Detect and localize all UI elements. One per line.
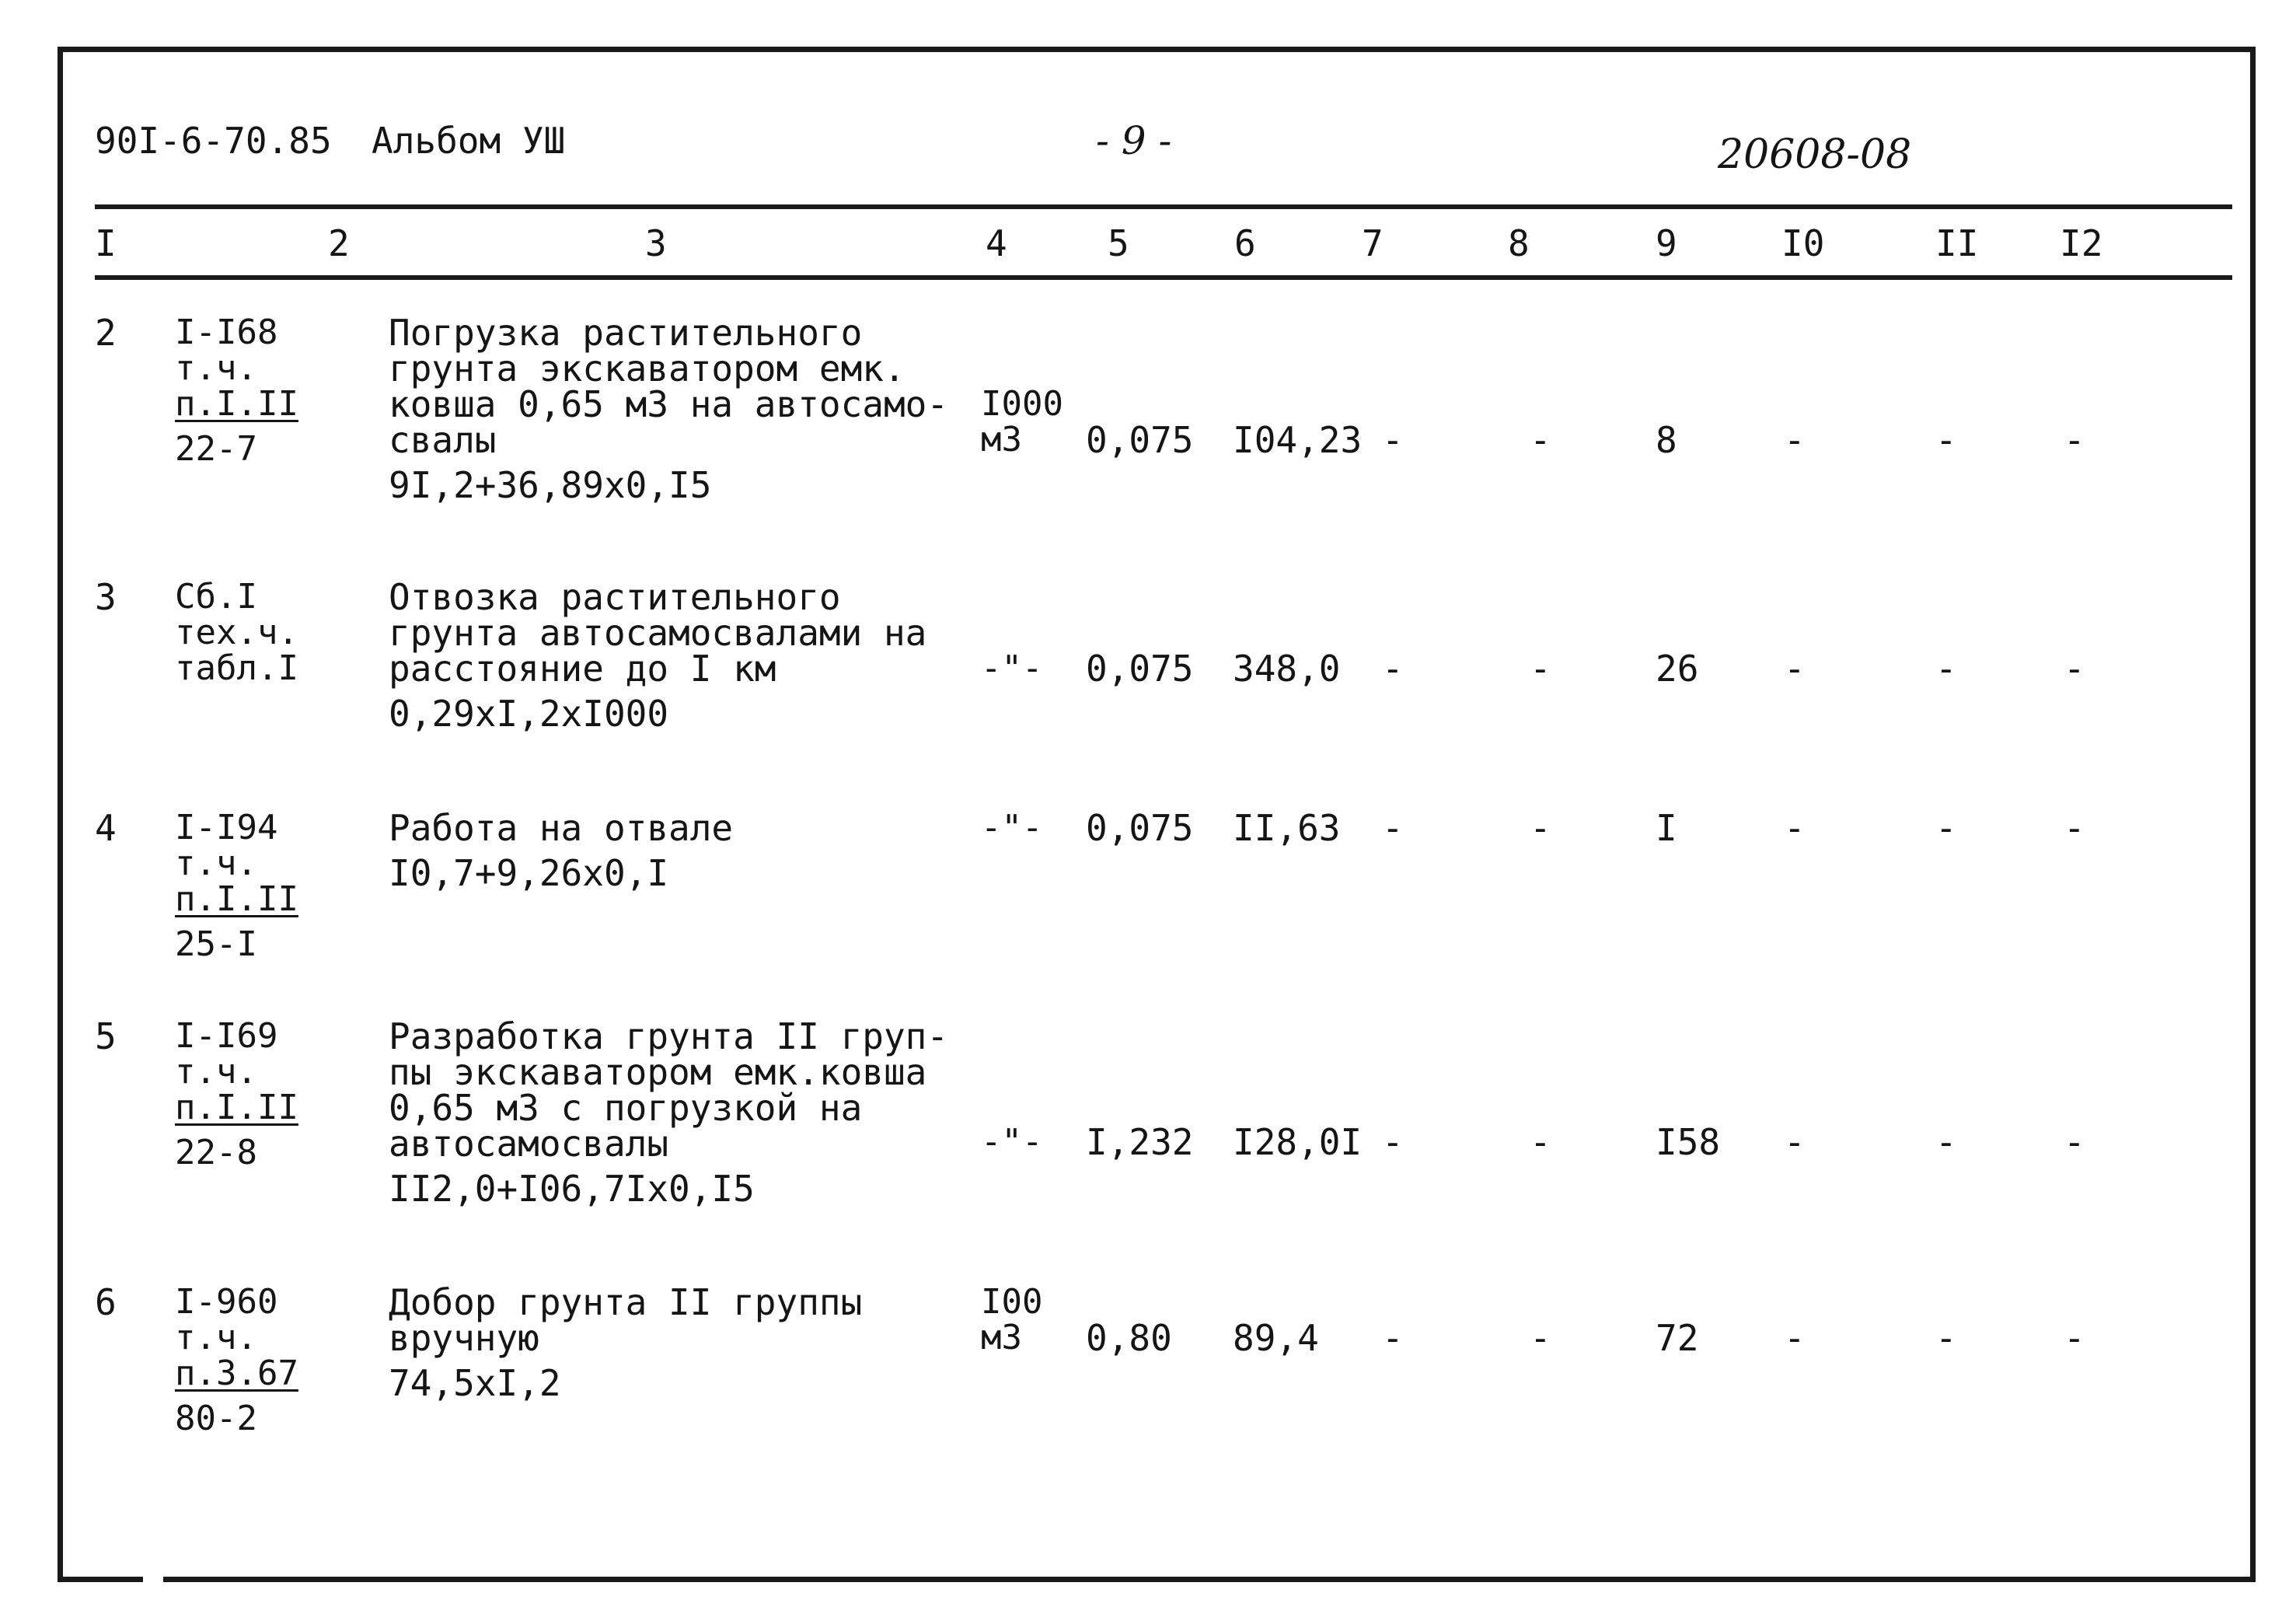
row-number: 3 (95, 576, 117, 618)
column-10-cell: - (1784, 648, 1806, 690)
ref-line: I-960 (175, 1282, 278, 1322)
norm-reference (175, 315, 298, 467)
description-line: автосамосвалы (389, 1123, 669, 1165)
norm-reference (175, 810, 298, 962)
column-header-7: 7 (1362, 222, 1384, 264)
column-header-11: II (1935, 222, 1979, 264)
rate-cell: I28,0I (1233, 1121, 1363, 1163)
ref-line: табл.I (175, 648, 298, 688)
unit-line: -"- (981, 808, 1043, 847)
quantity-cell: 0,075 (1086, 648, 1194, 690)
norm-reference (175, 579, 298, 686)
ref-line: I-I94 (175, 808, 278, 847)
document-code: 90I-6-70.85 (95, 120, 332, 162)
description-line: Отвозка растительного (389, 576, 841, 618)
column-8-cell: - (1530, 648, 1551, 690)
page-number: - 9 - (1096, 118, 1172, 163)
column-8-cell: - (1530, 419, 1551, 461)
column-11-cell: - (1935, 419, 1957, 461)
frame-left-border (58, 47, 63, 1582)
column-11-cell: - (1935, 1121, 1957, 1163)
unit-line: м3 (981, 1318, 1022, 1357)
header-top-rule (95, 204, 2232, 209)
column-7-cell: - (1382, 807, 1404, 849)
work-description (389, 807, 734, 894)
total-cell: 72 (1656, 1317, 1699, 1359)
column-header-8: 8 (1508, 222, 1530, 264)
calculation-formula: II2,0+I06,7Iх0,I5 (389, 1168, 755, 1210)
unit-of-measure (981, 386, 1063, 458)
column-12-cell: - (2064, 807, 2085, 849)
frame-bottom-border (58, 1577, 143, 1582)
ref-line: п.I.II (175, 1088, 298, 1127)
column-10-cell: - (1784, 1121, 1806, 1163)
work-description (389, 1281, 863, 1404)
column-12-cell: - (2064, 1317, 2085, 1359)
description-line: 0,65 м3 с погрузкой на (389, 1087, 863, 1129)
unit-line: -"- (981, 648, 1043, 688)
norm-reference (175, 1018, 298, 1171)
description-line: Погрузка растительного (389, 312, 863, 354)
calculation-formula: 74,5хI,2 (389, 1362, 561, 1404)
ref-line: т.ч. (175, 1318, 257, 1357)
ref-line: I-I69 (175, 1016, 278, 1056)
row-number: 2 (95, 312, 117, 354)
ref-line: п.I.II (175, 879, 298, 919)
rate-cell: 89,4 (1233, 1317, 1319, 1359)
unit-of-measure (981, 1124, 1042, 1160)
ref-line: п.3.67 (175, 1354, 298, 1393)
quantity-cell: 0,80 (1086, 1317, 1172, 1359)
unit-of-measure (981, 1284, 1042, 1356)
column-10-cell: - (1784, 1317, 1806, 1359)
unit-line: I000 (981, 384, 1063, 424)
total-cell: 26 (1656, 648, 1699, 690)
column-header-10: I0 (1781, 222, 1825, 264)
column-12-cell: - (2064, 1121, 2085, 1163)
column-12-cell: - (2064, 419, 2085, 461)
header-bottom-rule (95, 275, 2232, 280)
quantity-cell: 0,075 (1086, 807, 1194, 849)
unit-line: м3 (981, 420, 1022, 459)
ref-line: 22-8 (175, 1133, 257, 1172)
calculation-formula: 0,29хI,2хI000 (389, 693, 669, 735)
unit-of-measure (981, 648, 1043, 688)
ref-line: п.I.II (175, 384, 298, 424)
ref-line: тех.ч. (175, 613, 298, 652)
unit-line: I00 (981, 1282, 1043, 1322)
work-description (389, 576, 927, 735)
ref-line: 80-2 (175, 1399, 257, 1438)
column-header-12: I2 (2060, 222, 2103, 264)
rate-cell: 348,0 (1233, 648, 1341, 690)
column-header-4: 4 (986, 222, 1007, 264)
column-8-cell: - (1530, 807, 1551, 849)
frame-top-border (58, 47, 2256, 52)
column-11-cell: - (1935, 807, 1957, 849)
column-header-3: 3 (645, 222, 667, 264)
column-7-cell: - (1382, 419, 1404, 461)
description-line: пы экскаватором емк.ковша (389, 1051, 927, 1093)
rate-cell: II,63 (1233, 807, 1341, 849)
ref-line: т.ч. (175, 844, 257, 883)
total-cell: I (1656, 807, 1677, 849)
column-8-cell: - (1530, 1121, 1551, 1163)
unit-line: -"- (981, 1122, 1043, 1162)
column-10-cell: - (1784, 807, 1806, 849)
column-header-2: 2 (328, 222, 350, 264)
column-10-cell: - (1784, 419, 1806, 461)
ref-line: т.ч. (175, 348, 257, 388)
unit-of-measure (981, 810, 1042, 846)
calculation-formula: 9I,2+36,89х0,I5 (389, 464, 712, 506)
album-label: Альбом УШ (372, 120, 566, 162)
column-header-5: 5 (1108, 222, 1129, 264)
row-number: 4 (95, 807, 117, 849)
rate-cell: I04,23 (1233, 419, 1363, 461)
column-header-6: 6 (1234, 222, 1256, 264)
description-line: ковша 0,65 м3 на автосамо- (389, 383, 949, 425)
description-line: грунта экскаватором емк. (389, 348, 905, 390)
ref-line: I-I68 (175, 313, 278, 352)
work-description (389, 1015, 949, 1210)
description-line: Работа на отвале (389, 807, 734, 849)
description-line: свалы (389, 419, 497, 461)
column-7-cell: - (1382, 1121, 1404, 1163)
quantity-cell: 0,075 (1086, 419, 1194, 461)
total-cell: 8 (1656, 419, 1677, 461)
calculation-formula: I0,7+9,26х0,I (389, 852, 669, 894)
inventory-number: 20608-08 (1718, 131, 1912, 178)
norm-reference (175, 1284, 298, 1437)
column-header-9: 9 (1656, 222, 1677, 264)
column-7-cell: - (1382, 1317, 1404, 1359)
ref-line: 25-I (175, 924, 257, 964)
column-8-cell: - (1530, 1317, 1551, 1359)
description-line: вручную (389, 1317, 539, 1359)
total-cell: I58 (1656, 1121, 1721, 1163)
quantity-cell: I,232 (1086, 1121, 1194, 1163)
row-number: 6 (95, 1281, 117, 1323)
ref-line: Сб.I (175, 577, 257, 617)
column-12-cell: - (2064, 648, 2085, 690)
description-line: расстояние до I км (389, 648, 776, 690)
description-line: грунта автосамосвалами на (389, 612, 927, 654)
work-description (389, 312, 949, 506)
frame-right-border (2250, 47, 2256, 1582)
column-7-cell: - (1382, 648, 1404, 690)
description-line: Разработка грунта II груп- (389, 1015, 949, 1057)
row-number: 5 (95, 1015, 117, 1057)
column-header-1: I (95, 222, 117, 264)
ref-line: т.ч. (175, 1052, 257, 1092)
frame-bottom-border (163, 1577, 2256, 1582)
ref-line: 22-7 (175, 429, 257, 469)
column-11-cell: - (1935, 1317, 1957, 1359)
description-line: Добор грунта II группы (389, 1281, 863, 1323)
column-11-cell: - (1935, 648, 1957, 690)
